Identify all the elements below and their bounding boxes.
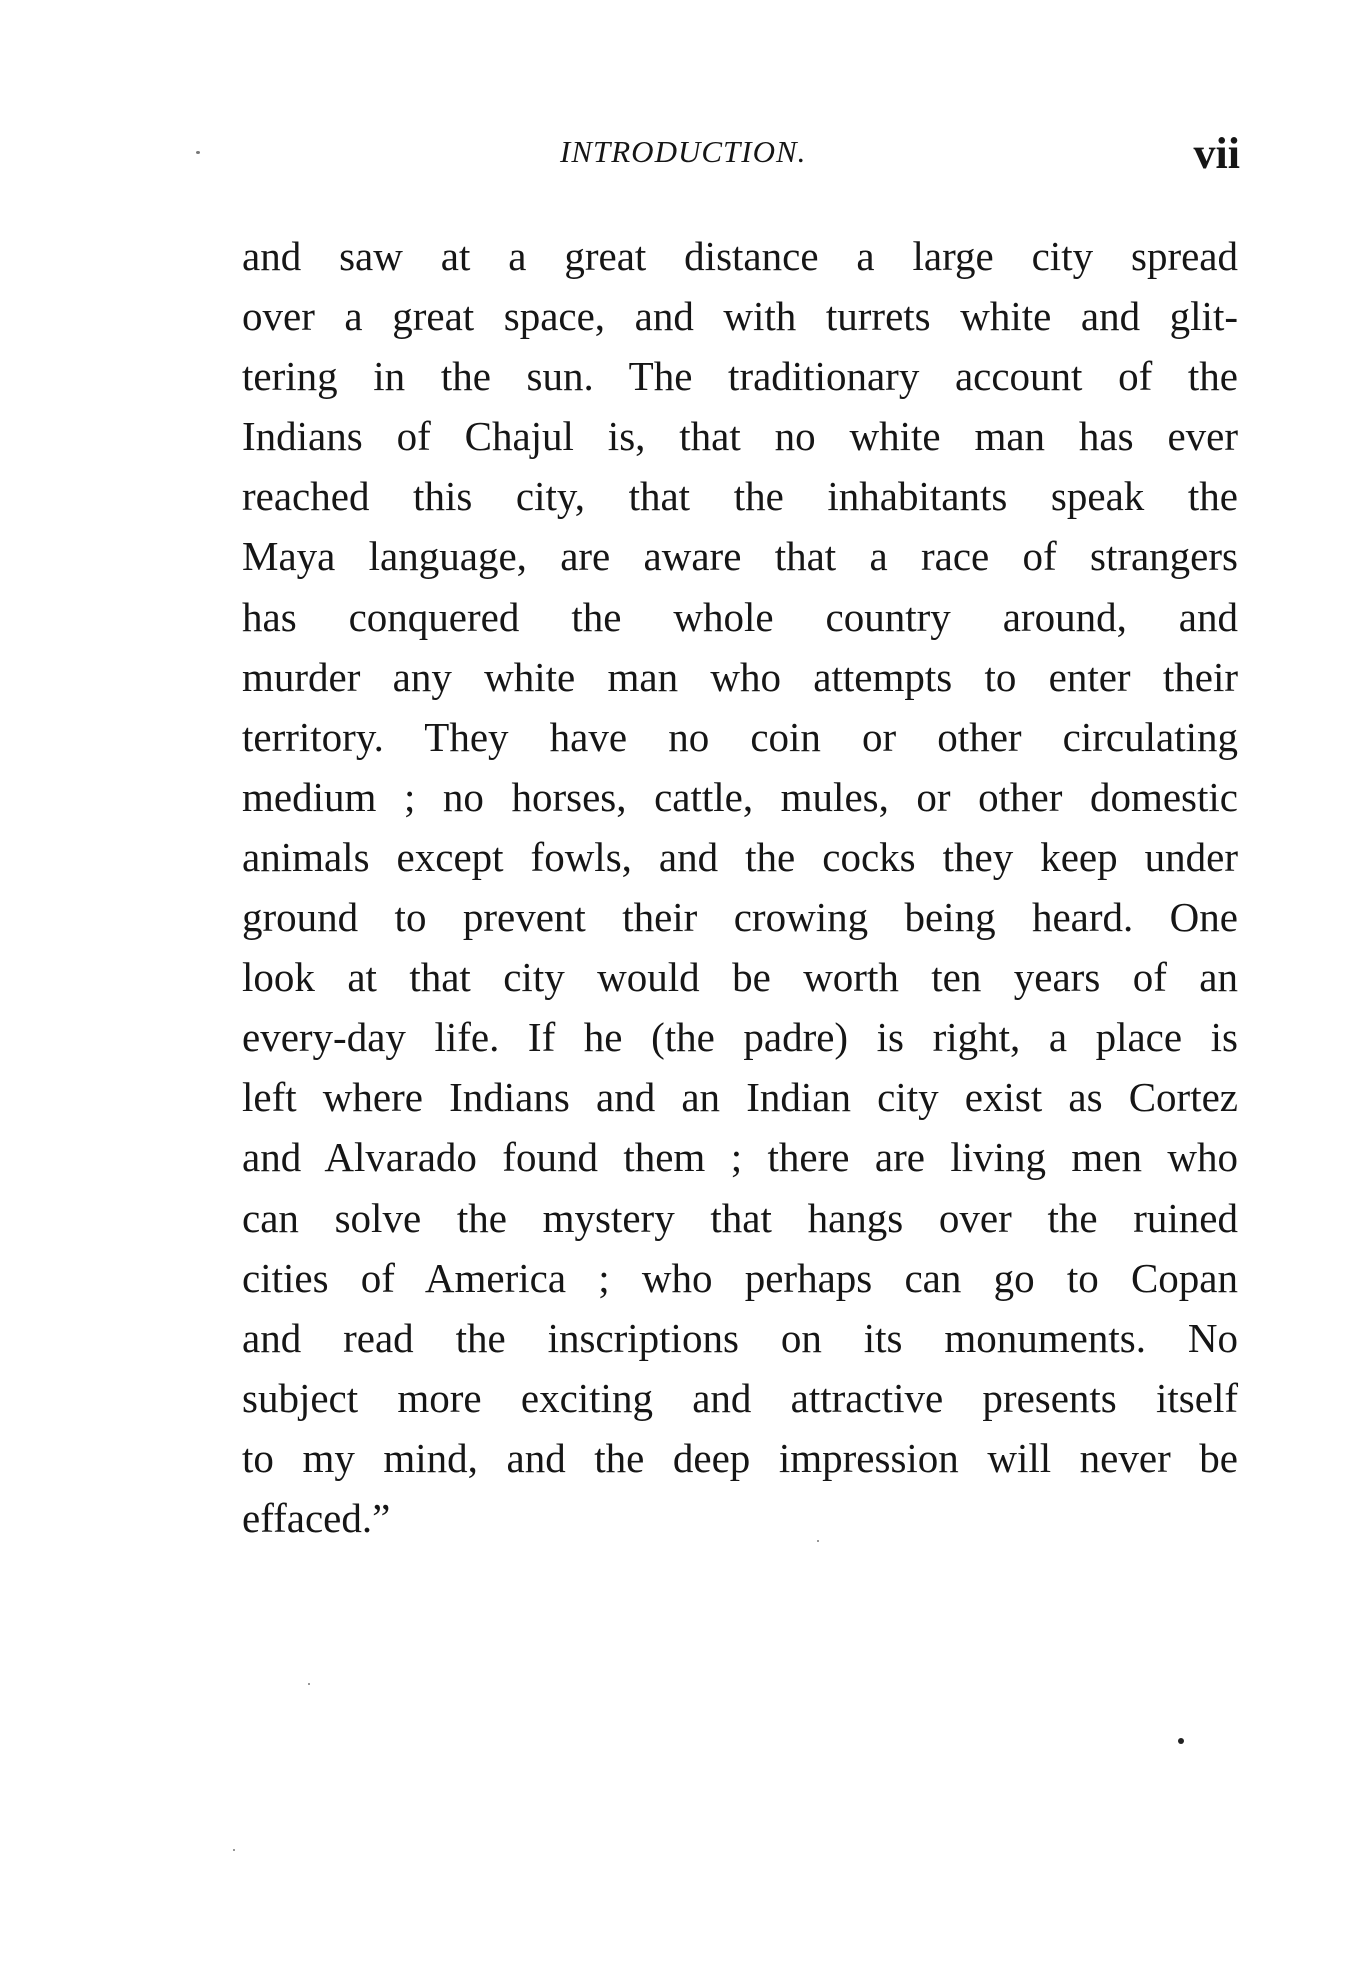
text-line: and saw at a great distance a large city spread [242, 233, 1238, 279]
paper-speck [196, 151, 200, 154]
paper-speck [1178, 1738, 1184, 1744]
text-line: ground to prevent their crowing being heard. One [242, 894, 1238, 941]
text-line: animals except fowls, and the cocks they keep under [242, 833, 1238, 880]
text-line: subject more exciting and attractive presents itself [242, 1374, 1238, 1421]
text-line: medium ; no horses, cattle, mules, or other domestic [242, 773, 1238, 820]
text-line: left where Indians and an Indian city exist as Cortez [242, 1074, 1238, 1121]
text-line: and read the inscriptions on its monuments. No [242, 1314, 1238, 1361]
text-line: every-day life. If he (the padre) is right, a place is [242, 1014, 1238, 1061]
paper-speck [233, 1849, 235, 1851]
text-line: and Alvarado found them ; there are living men who [242, 1134, 1238, 1181]
text-line: to my mind, and the deep impression will never be [242, 1434, 1238, 1481]
text-line: murder any white man who attempts to enter their [242, 653, 1238, 700]
running-title: INTRODUCTION. [560, 134, 807, 169]
text-line: Indians of Chajul is, that no white man has ever [242, 413, 1238, 460]
text-line: look at that city would be worth ten years of an [242, 954, 1238, 1001]
text-line: can solve the mystery that hangs over the ruined [242, 1194, 1238, 1241]
text-line: tering in the sun. The traditionary account of the [242, 353, 1238, 400]
text-line: cities of America ; who perhaps can go to Copan [242, 1254, 1238, 1301]
paper-speck [817, 1540, 819, 1542]
text-line: over a great space, and with turrets white and glit- [242, 293, 1238, 340]
running-head [240, 128, 1240, 188]
text-line: reached this city, that the inhabitants speak the [242, 473, 1238, 520]
body-text [242, 226, 1238, 1548]
text-line: has conquered the whole country around, and [242, 593, 1238, 640]
text-line: territory. They have no coin or other circulating [242, 713, 1238, 760]
text-line-final: effaced.” [242, 1494, 391, 1541]
text-line: Maya language, are aware that a race of strangers [242, 533, 1238, 580]
page-number: vii [1193, 129, 1240, 178]
paper-speck [308, 1683, 310, 1685]
